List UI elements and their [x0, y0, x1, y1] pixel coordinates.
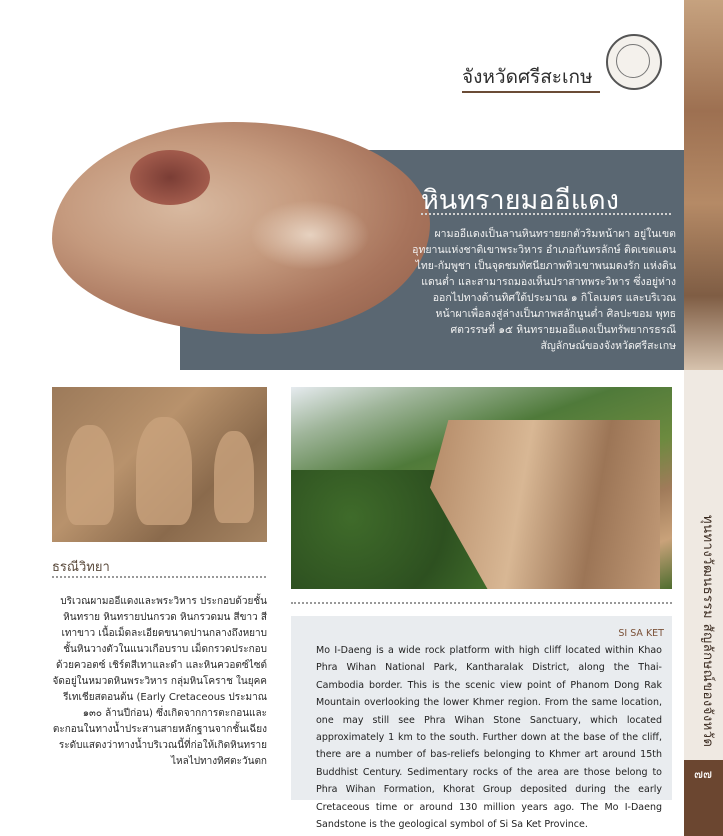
geology-body: บริเวณผามออีแดงและพระวิหาร ประกอบด้วยชั้นหินทราย หินทรายปนกรวด หินกรวดมน สีขาว สีเทาขาว เนื้อเม็ดละเอียดขนาดปานกลางถึงหยาบ ชั้นหินวางตัวในแนวเกือบราบ เม็ดกรวดประกอบด้วยควอตซ์ เชิร์ตสีเทาและดำ และหินควอตซ์ไซต์ จัดอยู่ในหมวดหินพระวิหาร กลุ่มหินโคราช ในยุคครีเทเชียสตอนต้น (Early Cretaceous ประมาณ ๑๓๐ ล้านปีก่อน) ซึ่งเกิดจากการตะกอนและตะกอนในทางน้ำประสานสายหลักฐานจากชั้นเฉียงระดับแสดงว่าทางน้ำบริเวณนี้ที่ก่อให้เกิดหินทรายไหลไปทางทิศตะวันตก: [52, 596, 267, 767]
english-title: SI SA KET: [618, 628, 664, 639]
bas-relief-photo: [52, 387, 267, 542]
english-divider: [291, 602, 672, 604]
side-vertical-title: ทุนทางวัฒนธรรม สัญลักษณ์ของจังหวัด: [700, 515, 715, 748]
province-title: จังหวัดศรีสะเกษ: [462, 66, 593, 88]
banner-body: ผามออีแดงเป็นลานหินทรายยกตัวริมหน้าผา อยู่ในเขตอุทยานแห่งชาติเขาพระวิหาร อำเภอกันทรลักษ์ ติดเขตแดนไทย-กัมพูชา เป็นจุดชมทัศนียภาพทิวเขาพนมดงรัก แห่งดินแดนต่ำ และสามารถมองเห็นปราสาทพระวิหาร ซึ่งอยู่ห่างออกไปทางด้านทิศใต้ประมาณ ๑ กิโลเมตร และบริเวณหน้าผาเพื่อลงสู่ล่างเป็นภาพสลักนูนต่ำ ศิลปะขอม พุทธศตวรรษที่ ๑๕ หินทรายมออีแดงเป็นทรัพยากรธรณีสัญลักษณ์ของจังหวัดศรีสะเกษ: [412, 228, 676, 352]
banner-divider: [421, 213, 671, 215]
rock-stain: [130, 150, 210, 205]
geology-heading: ธรณีวิทยา: [52, 560, 110, 575]
sandstone-rock-photo: [52, 122, 430, 334]
banner-title: หินทรายมออีแดง: [421, 185, 619, 216]
english-body: Mo I-Daeng is a wide rock platform with high cliff located within Khao Phra Wihan National Park, Kantharalak District, along the Thai-Cambodia border. This is the scenic view point of Phanom Dong Rak Mountain overlooking the lower Khmer region. From the same location, one may still see Phra Wihan Stone Sanctuary, which located approximately 1 km to the south. Further down at the base of the cliff, there are a number of bas-reliefs belonging to Khmer art around 15th Buddhist Century. Sedimentary rocks of the area are those belong to Phra Wihan Formation, Khorat Group deposited during the early Cretaceous time or around 130 million years ago. The Mo I-Daeng Sandstone is the geological symbol of Si Sa Ket Province.: [316, 645, 662, 831]
relief-figure: [66, 425, 114, 525]
page-number: ๗๗: [693, 767, 713, 781]
province-seal-inner: [616, 44, 650, 78]
rock-highlight: [250, 200, 370, 270]
geology-divider: [52, 576, 266, 578]
relief-figure: [136, 417, 192, 525]
side-strip-photo: [684, 0, 723, 370]
province-underline: [462, 91, 600, 93]
relief-figure: [214, 431, 254, 523]
